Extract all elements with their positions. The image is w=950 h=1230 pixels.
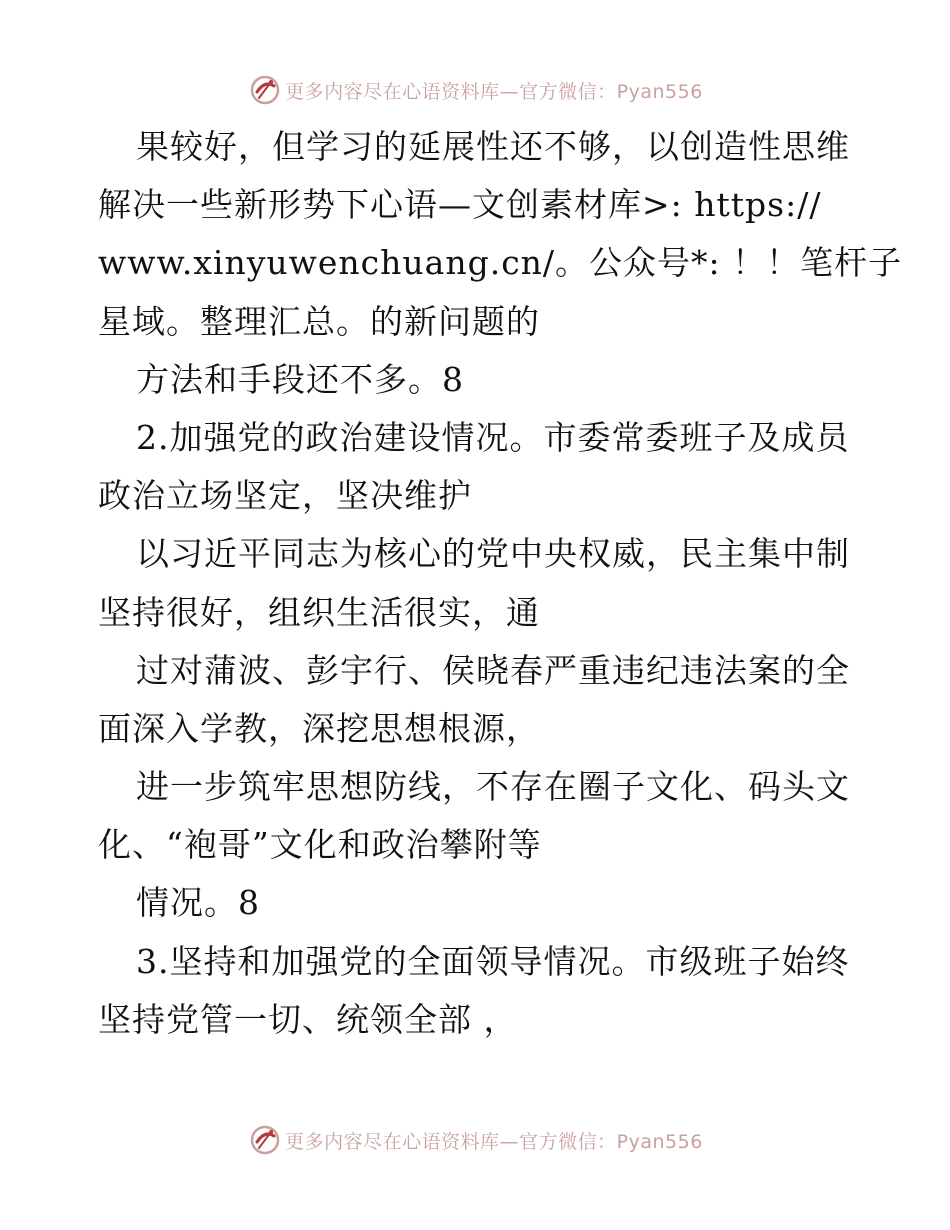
body-text-line: 方法和手段还不多。8 — [136, 359, 464, 399]
body-text-line: 2.加强党的政治建设情况。市委常委班子及成员 — [136, 417, 850, 457]
body-text-line: 面深入学教，深挖思想根源， — [98, 708, 540, 748]
document-body — [98, 118, 903, 1049]
body-text-line: 情况。8 — [136, 883, 260, 923]
body-text-line: 3.坚持和加强党的全面领导情况。市级班子始终 — [136, 941, 850, 981]
body-text-line: www.xinyuwenchuang.cn/。公众号*: ！！笔杆子 — [98, 243, 903, 283]
body-text-line: 坚持党管一切、统领全部 ， — [98, 999, 518, 1039]
body-text-line: 过对蒲波、彭宇行、侯晓春严重违纪违法案的全 — [136, 650, 850, 690]
header-watermark-text: 更多内容尽在心语资料库—官方微信：Pyan556 — [285, 80, 703, 103]
body-text-line: 星域。整理汇总。的新问题的 — [98, 301, 540, 341]
body-text-line: 化、“袍哥”文化和政治攀附等 — [98, 825, 542, 865]
watermark-logo-icon — [247, 72, 283, 108]
body-text-line: 果较好，但学习的延展性还不够，以创造性思维 — [136, 127, 850, 166]
footer-watermark-text: 更多内容尽在心语资料库—官方微信：Pyan556 — [285, 1130, 703, 1153]
body-text-line: 以习近平同志为核心的党中央权威，民主集中制 — [136, 534, 850, 574]
header-watermark — [0, 70, 950, 110]
body-text-line: 解决一些新形势下心语—文创素材库>: https:// — [98, 185, 822, 225]
watermark-logo-icon — [247, 1122, 283, 1158]
body-text-line: 政治立场坚定，坚决维护 — [98, 476, 472, 516]
body-text-line: 进一步筑牢思想防线，不存在圈子文化、码头文 — [136, 767, 850, 807]
body-text-line: 坚持很好，组织生活很实，通 — [98, 592, 540, 632]
footer-watermark — [0, 1120, 950, 1160]
